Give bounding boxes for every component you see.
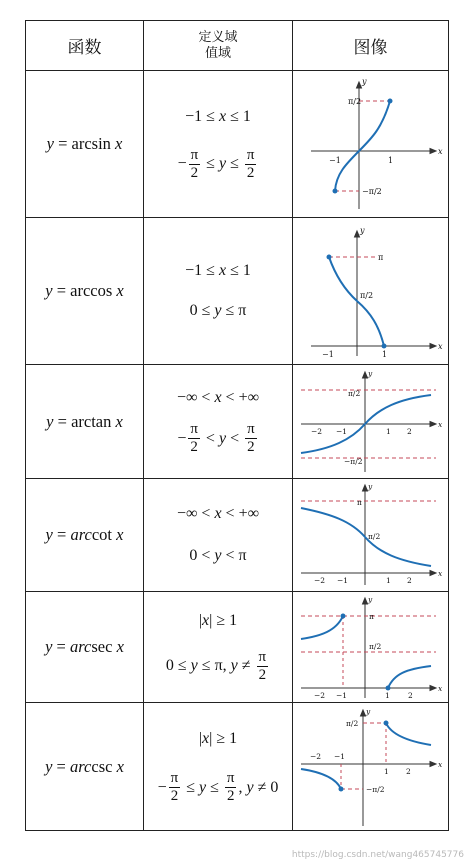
domain-range-arcsin — [144, 71, 293, 218]
svg-text:x: x — [437, 569, 442, 578]
function-arccot: y = arccot x — [26, 479, 144, 592]
range-arctan: − $\frac{\pi}{2}$ < y < $\frac{\pi}{2}$ — [177, 421, 255, 455]
svg-text:π/2: π/2 — [367, 532, 380, 541]
header-domain: 定义域 — [198, 29, 238, 45]
graph-cell-arccsc — [293, 703, 449, 831]
graph-arcsin — [296, 74, 446, 214]
row-arccot — [26, 479, 449, 592]
svg-text:1: 1 — [384, 691, 390, 700]
watermark: https://blog.csdn.net/wang465745776 — [291, 850, 464, 860]
svg-text:2: 2 — [405, 766, 411, 776]
svg-text:−2: −2 — [313, 691, 325, 700]
svg-text:y: y — [367, 482, 372, 491]
function-arccos: y = arccos x — [26, 218, 144, 365]
domain-range-arccsc — [144, 703, 293, 831]
header-function: 函数 — [26, 21, 144, 71]
svg-text:2: 2 — [407, 691, 413, 700]
svg-text:1: 1 — [383, 766, 389, 776]
graph-cell-arctan — [293, 365, 449, 479]
svg-text:π/2: π/2 — [368, 642, 381, 651]
domain-arccsc: | x | ≥ 1 — [198, 729, 238, 747]
svg-text:π/2: π/2 — [345, 718, 358, 728]
svg-text:π/2: π/2 — [359, 291, 373, 300]
function-arcsin: y = arcsin x — [26, 71, 144, 218]
svg-text:−1: −1 — [335, 691, 347, 700]
graph-arcsec — [296, 594, 446, 700]
domain-range-arctan — [144, 365, 293, 479]
svg-text:π/2: π/2 — [347, 97, 361, 106]
svg-text:x: x — [437, 342, 443, 351]
range-arccos: 0 ≤ y ≤ π — [189, 302, 247, 319]
svg-text:y: y — [359, 226, 365, 235]
svg-text:−2: −2 — [309, 751, 321, 761]
svg-text:y: y — [367, 368, 372, 378]
svg-text:1: 1 — [385, 426, 391, 436]
domain-range-arccos — [144, 218, 293, 365]
svg-text:−1: −1 — [333, 751, 345, 761]
function-arccsc: y = arccsc x — [26, 703, 144, 831]
svg-text:−2: −2 — [310, 426, 322, 436]
domain-range-arcsec — [144, 592, 293, 703]
graph-arccsc — [296, 706, 446, 828]
header-graph: 图像 — [293, 21, 449, 71]
svg-text:−1: −1 — [335, 426, 347, 436]
function-arcsec: y = arcsec x — [26, 592, 144, 703]
graph-arccot — [296, 481, 446, 589]
svg-text:−2: −2 — [313, 576, 325, 585]
svg-text:−1: −1 — [321, 350, 334, 359]
range-arcsec: 0 ≤ y ≤ π , y ≠ $\frac{\pi}{2}$ — [165, 648, 267, 683]
svg-text:−π/2: −π/2 — [343, 456, 363, 466]
svg-text:π/2: π/2 — [347, 388, 360, 398]
row-arcsec — [26, 592, 449, 703]
domain-arccot: − ∞ < x < + ∞ — [176, 505, 260, 522]
range-arcsin: − $\frac{\pi}{2}$ ≤ y ≤ $\frac{\pi}{2}$ — [177, 146, 255, 181]
svg-text:π: π — [356, 498, 362, 507]
svg-text:y: y — [361, 77, 367, 86]
graph-cell-arccos — [293, 218, 449, 365]
row-arccos — [26, 218, 449, 365]
svg-text:−π/2: −π/2 — [365, 784, 385, 794]
row-arccsc — [26, 703, 449, 831]
row-arctan — [26, 365, 449, 479]
range-arccot: 0 < y < π — [189, 547, 247, 564]
svg-text:−1: −1 — [328, 156, 341, 165]
domain-arcsec: | x | ≥ 1 — [198, 612, 238, 629]
svg-text:y: y — [367, 595, 372, 604]
range-arccsc: − $\frac{\pi}{2}$ ≤ y ≤ $\frac{\pi}{2}$ , y ≠ 0 — [157, 770, 279, 804]
svg-text:−π/2: −π/2 — [361, 187, 382, 196]
svg-text:y: y — [365, 706, 370, 716]
svg-text:π: π — [368, 612, 374, 621]
svg-text:1: 1 — [381, 350, 387, 359]
function-arctan: y = arctan x — [26, 365, 144, 479]
graph-cell-arcsin — [293, 71, 449, 218]
header-range: 值域 — [204, 45, 231, 61]
svg-text:x: x — [437, 147, 443, 156]
svg-text:1: 1 — [387, 156, 393, 165]
svg-text:−1: −1 — [336, 576, 348, 585]
svg-text:1: 1 — [385, 576, 391, 585]
graph-arctan — [296, 368, 446, 476]
svg-text:x: x — [437, 684, 442, 693]
domain-arctan: − ∞ < x < + ∞ — [176, 388, 260, 406]
domain-arccos: − 1 ≤ x ≤ 1 — [185, 262, 251, 279]
svg-text:2: 2 — [406, 576, 412, 585]
inverse-trig-table — [25, 20, 449, 831]
graph-arccos — [296, 221, 446, 361]
svg-text:x: x — [437, 419, 442, 429]
graph-cell-arccot — [293, 479, 449, 592]
graph-cell-arcsec — [293, 592, 449, 703]
svg-text:π: π — [377, 253, 383, 262]
svg-text:x: x — [437, 759, 442, 769]
svg-text:2: 2 — [406, 426, 412, 436]
domain-arcsin: − 1 ≤ x ≤ 1 — [185, 108, 251, 125]
row-arcsin — [26, 71, 449, 218]
header-row — [26, 21, 449, 71]
domain-range-arccot — [144, 479, 293, 592]
header-domain-range — [144, 21, 293, 71]
